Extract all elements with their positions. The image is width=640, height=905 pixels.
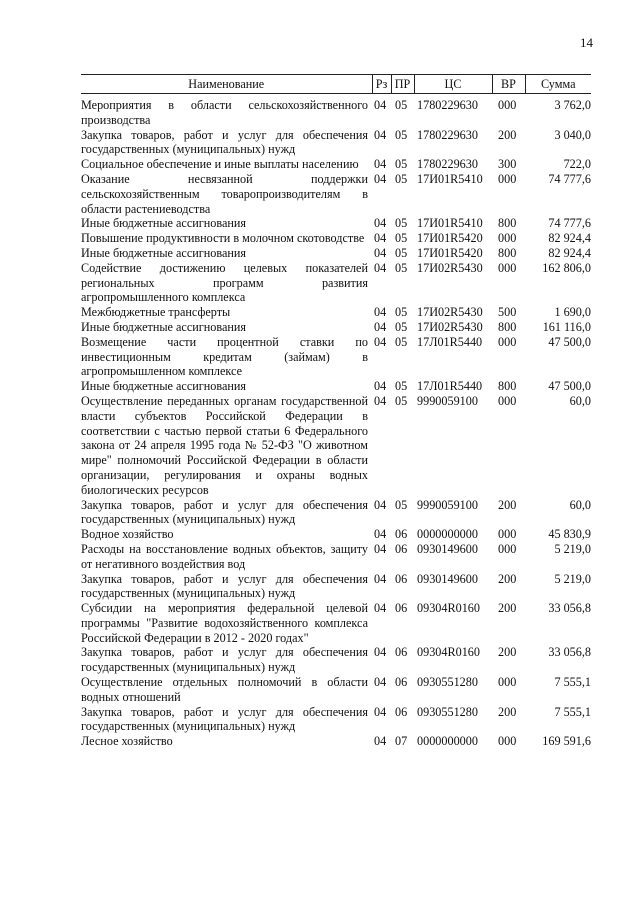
cell-name: Осуществление переданных органам государственной власти субъектов Российской Федерации в соответствии с частью первой статьи 6 Федерального закона от 24 апреля 1995 года № 52-ФЗ "О животном мире" полномочий Российской Федерации в области организации, регулирования и охраны водных биологических ресурсов xyxy=(81,393,368,497)
table-row xyxy=(81,98,591,128)
cell-cs: 17И01R5410 xyxy=(417,216,483,231)
cell-vr: 200 xyxy=(498,704,517,719)
cell-sum: 47 500,0 xyxy=(548,379,591,394)
cell-vr: 000 xyxy=(498,527,517,542)
cell-cs: 0930149600 xyxy=(417,571,478,586)
cell-rz: 04 xyxy=(374,601,387,616)
cell-sum: 74 777,6 xyxy=(548,216,591,231)
header-rz: Рз xyxy=(372,75,391,94)
cell-cs: 17И02R5430 xyxy=(417,319,483,334)
table-row xyxy=(81,394,591,498)
cell-rz: 04 xyxy=(374,571,387,586)
cell-rz: 04 xyxy=(374,704,387,719)
table-row xyxy=(81,675,591,705)
table-row xyxy=(81,542,591,572)
cell-rz: 04 xyxy=(374,98,387,112)
header-cs: ЦС xyxy=(414,75,492,94)
cell-name: Возмещение части процентной ставки по инвестиционным кредитам (займам) в агропромышленном комплексе xyxy=(81,334,368,379)
table-row xyxy=(81,216,591,231)
cell-pr: 05 xyxy=(395,245,408,260)
cell-pr: 05 xyxy=(395,497,408,512)
cell-cs: 17И01R5410 xyxy=(417,171,483,186)
cell-rz: 04 xyxy=(374,527,387,542)
cell-sum: 5 219,0 xyxy=(554,541,591,556)
table-row xyxy=(81,335,591,379)
cell-sum: 82 924,4 xyxy=(548,231,591,246)
cell-rz: 04 xyxy=(374,393,387,408)
cell-sum: 161 116,0 xyxy=(542,319,591,334)
cell-vr: 200 xyxy=(498,645,517,660)
table-body xyxy=(81,94,591,750)
cell-vr: 000 xyxy=(498,98,517,112)
cell-rz: 04 xyxy=(374,260,387,275)
table-row xyxy=(81,246,591,261)
cell-vr: 200 xyxy=(498,497,517,512)
cell-sum: 33 056,8 xyxy=(548,645,591,660)
cell-rz: 04 xyxy=(374,334,387,349)
table-row xyxy=(81,734,591,749)
table-row xyxy=(81,305,591,320)
cell-rz: 04 xyxy=(374,171,387,186)
cell-vr: 000 xyxy=(498,171,517,186)
cell-pr: 06 xyxy=(395,645,408,660)
cell-rz: 04 xyxy=(374,734,387,749)
cell-pr: 05 xyxy=(395,127,408,142)
cell-sum: 722,0 xyxy=(563,157,591,172)
cell-cs: 9990059100 xyxy=(417,497,478,512)
cell-vr: 000 xyxy=(498,334,517,349)
cell-pr: 06 xyxy=(395,601,408,616)
cell-name: Содействие достижению целевых показателей региональных программ развития агропромышленного комплекса xyxy=(81,260,368,305)
table-row xyxy=(81,527,591,542)
header-vr: ВР xyxy=(492,75,525,94)
cell-vr: 000 xyxy=(498,541,517,556)
table-row xyxy=(81,261,591,305)
cell-name: Расходы на восстановление водных объектов, защиту от негативного воздействия вод xyxy=(81,541,368,571)
header-name: Наименование xyxy=(81,75,372,94)
cell-rz: 04 xyxy=(374,245,387,260)
cell-pr: 06 xyxy=(395,675,408,690)
cell-cs: 0930551280 xyxy=(417,675,478,690)
table-row xyxy=(81,572,591,602)
cell-cs: 0930551280 xyxy=(417,704,478,719)
cell-sum: 82 924,4 xyxy=(548,245,591,260)
cell-rz: 04 xyxy=(374,216,387,231)
cell-pr: 05 xyxy=(395,231,408,246)
cell-sum: 3 040,0 xyxy=(554,127,591,142)
cell-vr: 000 xyxy=(498,231,517,246)
table-row xyxy=(81,601,591,645)
cell-sum: 169 591,6 xyxy=(542,734,591,749)
cell-cs: 1780229630 xyxy=(417,127,478,142)
cell-sum: 60,0 xyxy=(569,393,591,408)
cell-vr: 000 xyxy=(498,675,517,690)
cell-vr: 800 xyxy=(498,245,517,260)
cell-name: Лесное хозяйство xyxy=(81,734,173,749)
cell-rz: 04 xyxy=(374,157,387,172)
table-row xyxy=(81,498,591,528)
cell-name: Иные бюджетные ассигнования xyxy=(81,216,247,231)
cell-sum: 74 777,6 xyxy=(548,171,591,186)
cell-pr: 05 xyxy=(395,98,408,112)
cell-pr: 05 xyxy=(395,216,408,231)
table-header xyxy=(81,75,591,94)
cell-sum: 33 056,8 xyxy=(548,601,591,616)
cell-vr: 200 xyxy=(498,127,517,142)
cell-name: Закупка товаров, работ и услуг для обеспечения государственных (муниципальных) нужд xyxy=(81,571,368,601)
cell-vr: 000 xyxy=(498,260,517,275)
cell-pr: 07 xyxy=(395,734,408,749)
cell-sum: 1 690,0 xyxy=(554,305,591,320)
cell-cs: 17И02R5430 xyxy=(417,260,483,275)
cell-sum: 45 830,9 xyxy=(548,527,591,542)
cell-cs: 0000000000 xyxy=(417,734,478,749)
cell-pr: 05 xyxy=(395,319,408,334)
cell-rz: 04 xyxy=(374,231,387,246)
cell-sum: 7 555,1 xyxy=(554,675,591,690)
cell-sum: 7 555,1 xyxy=(554,704,591,719)
table-row xyxy=(81,231,591,246)
cell-pr: 06 xyxy=(395,571,408,586)
cell-cs: 1780229630 xyxy=(417,98,478,112)
cell-vr: 300 xyxy=(498,157,517,172)
cell-cs: 17Л01R5440 xyxy=(417,334,483,349)
cell-pr: 05 xyxy=(395,157,408,172)
cell-name: Водное хозяйство xyxy=(81,527,174,542)
cell-sum: 5 219,0 xyxy=(554,571,591,586)
cell-sum: 60,0 xyxy=(569,497,591,512)
cell-cs: 0930149600 xyxy=(417,541,478,556)
cell-cs: 9990059100 xyxy=(417,393,478,408)
cell-name: Иные бюджетные ассигнования xyxy=(81,379,247,394)
cell-name: Повышение продуктивности в молочном скотоводстве xyxy=(81,231,365,246)
table-row xyxy=(81,172,591,216)
cell-cs: 17Л01R5440 xyxy=(417,379,483,394)
cell-vr: 000 xyxy=(498,393,517,408)
cell-rz: 04 xyxy=(374,127,387,142)
header-sum: Сумма xyxy=(525,75,591,94)
cell-vr: 800 xyxy=(498,379,517,394)
cell-vr: 800 xyxy=(498,319,517,334)
cell-name: Осуществление отдельных полномочий в области водных отношений xyxy=(81,675,368,704)
table-row xyxy=(81,320,591,335)
table-row xyxy=(81,379,591,394)
cell-pr: 06 xyxy=(395,704,408,719)
cell-rz: 04 xyxy=(374,645,387,660)
cell-pr: 05 xyxy=(395,260,408,275)
cell-cs: 09304R0160 xyxy=(417,645,480,660)
cell-name: Закупка товаров, работ и услуг для обеспечения государственных (муниципальных) нужд xyxy=(81,704,368,734)
cell-pr: 05 xyxy=(395,379,408,394)
cell-vr: 200 xyxy=(498,571,517,586)
cell-cs: 1780229630 xyxy=(417,157,478,172)
cell-cs: 09304R0160 xyxy=(417,601,480,616)
budget-table xyxy=(81,74,591,749)
cell-pr: 06 xyxy=(395,541,408,556)
cell-rz: 04 xyxy=(374,541,387,556)
cell-pr: 05 xyxy=(395,305,408,320)
cell-rz: 04 xyxy=(374,497,387,512)
cell-rz: 04 xyxy=(374,319,387,334)
cell-cs: 17И01R5420 xyxy=(417,231,483,246)
cell-sum: 3 762,0 xyxy=(554,98,591,112)
table-row xyxy=(81,705,591,735)
cell-name: Мероприятия в области сельскохозяйственного производства xyxy=(81,98,368,127)
cell-pr: 05 xyxy=(395,334,408,349)
page-number: 14 xyxy=(580,35,593,50)
cell-name: Закупка товаров, работ и услуг для обеспечения государственных (муниципальных) нужд xyxy=(81,645,368,675)
table-row xyxy=(81,128,591,158)
cell-name: Оказание несвязанной поддержки сельскохозяйственным товаропроизводителям в области растениеводства xyxy=(81,171,368,216)
cell-pr: 05 xyxy=(395,393,408,408)
cell-vr: 500 xyxy=(498,305,517,320)
table-row xyxy=(81,157,591,172)
cell-name: Социальное обеспечение и иные выплаты населению xyxy=(81,157,359,172)
header-pr: ПР xyxy=(391,75,414,94)
cell-rz: 04 xyxy=(374,305,387,320)
cell-vr: 200 xyxy=(498,601,517,616)
cell-cs: 17И02R5430 xyxy=(417,305,483,320)
cell-name: Субсидии на мероприятия федеральной целевой программы "Развитие водохозяйственного комплекса Российской Федерации в 2012 - 2020 годах" xyxy=(81,601,368,645)
cell-cs: 0000000000 xyxy=(417,527,478,542)
cell-pr: 06 xyxy=(395,527,408,542)
cell-name: Межбюджетные трансферты xyxy=(81,305,231,320)
table-row xyxy=(81,645,591,675)
cell-vr: 800 xyxy=(498,216,517,231)
cell-sum: 47 500,0 xyxy=(548,334,591,349)
cell-rz: 04 xyxy=(374,675,387,690)
cell-rz: 04 xyxy=(374,379,387,394)
cell-name: Иные бюджетные ассигнования xyxy=(81,245,247,260)
cell-name: Иные бюджетные ассигнования xyxy=(81,319,247,334)
cell-sum: 162 806,0 xyxy=(542,260,591,275)
cell-name: Закупка товаров, работ и услуг для обеспечения государственных (муниципальных) нужд xyxy=(81,497,368,527)
cell-pr: 05 xyxy=(395,171,408,186)
cell-name: Закупка товаров, работ и услуг для обеспечения государственных (муниципальных) нужд xyxy=(81,127,368,157)
cell-vr: 000 xyxy=(498,734,517,749)
cell-cs: 17И01R5420 xyxy=(417,245,483,260)
